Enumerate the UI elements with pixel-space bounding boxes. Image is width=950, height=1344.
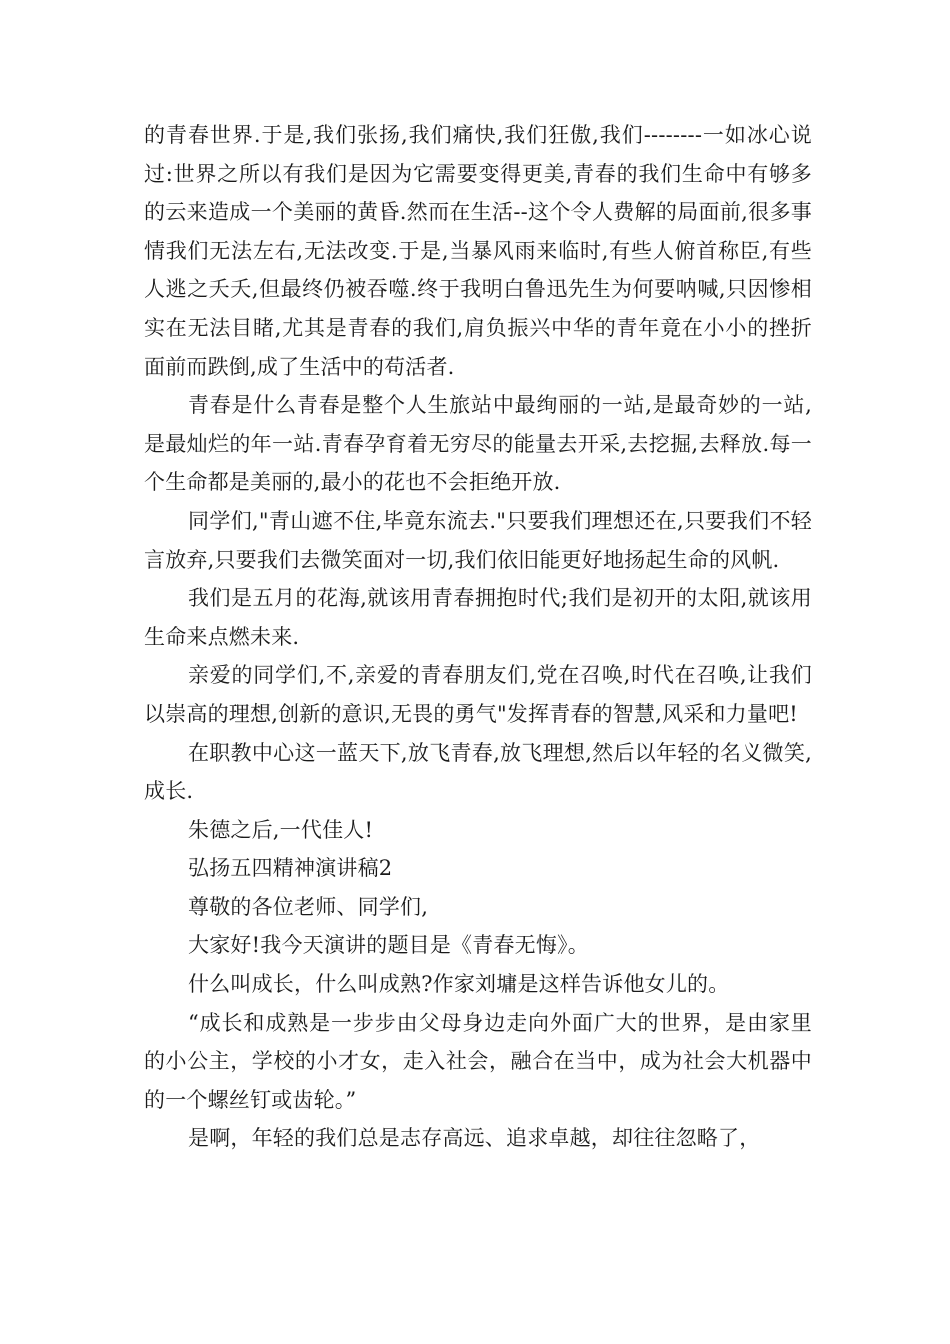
paragraph-3: 同学们,"青山遮不住,毕竟东流去."只要我们理想还在,只要我们不轻言放弃,只要我们去微笑面对一切,我们依旧能更好地扬起生命的风帆. — [144, 508, 812, 572]
salutation: 尊敬的各位老师、同学们, — [188, 894, 429, 919]
paragraph-5: 亲爱的同学们,不,亲爱的青春朋友们,党在召唤,时代在召唤,让我们以崇高的理想,创新的意识,无畏的勇气"发挥青春的智慧,风采和力量吧! — [144, 663, 812, 726]
paragraph-question: 什么叫成长，什么叫成熟?作家刘墉是这样告诉他女儿的。 — [188, 972, 730, 997]
paragraph-7: 朱德之后,一代佳人! — [188, 817, 374, 842]
speech-title: 弘扬五四精神演讲稿2 — [188, 856, 393, 881]
paragraph-4: 我们是五月的花海,就该用青春拥抱时代;我们是初开的太阳,就该用生命来点燃未来. — [144, 586, 812, 649]
paragraph-1: 的青春世界.于是,我们张扬,我们痛快,我们狂傲,我们--------一如冰心说过:世界之所以有我们是因为它需要变得更美,青春的我们生命中有够多的云来造成一个美丽的黄昏.然而在生活--这个令人费解的局面前,很多事情我们无法左右,无法改变.于是,当暴风雨来临时,有些人俯首称臣,有些人逃之夭夭,但最终仍被吞噬.终于我明白鲁迅先生为何要呐喊,只因惨相实在无法目睹,尤其是青春的我们,肩负振兴中华的青年竟在小小的挫折面前而跌倒,成了生活中的苟活者. — [144, 123, 812, 379]
paragraph-6: 在职教中心这一蓝天下,放飞青春,放飞理想,然后以年轻的名义微笑,成长. — [144, 740, 812, 804]
paragraph-2: 青春是什么青春是整个人生旅站中最绚丽的一站,是最奇妙的一站,是最灿烂的年一站.青春孕育着无穷尽的能量去开采,去挖掘,去释放.每一个生命都是美丽的,最小的花也不会拒绝开放. — [144, 393, 812, 495]
paragraph-greeting: 大家好!我今天演讲的题目是《青春无悔》。 — [188, 933, 589, 958]
paragraph-last: 是啊，年轻的我们总是志存高远、追求卓越，却往往忽略了， — [188, 1126, 761, 1151]
paragraph-quote: “成长和成熟是一步步由父母身边走向外面广大的世界，是由家里的小公主，学校的小才女，走入社会，融合在当中，成为社会大机器中的一个螺丝钉或齿轮。” — [144, 1010, 812, 1112]
document-body — [144, 116, 812, 1158]
